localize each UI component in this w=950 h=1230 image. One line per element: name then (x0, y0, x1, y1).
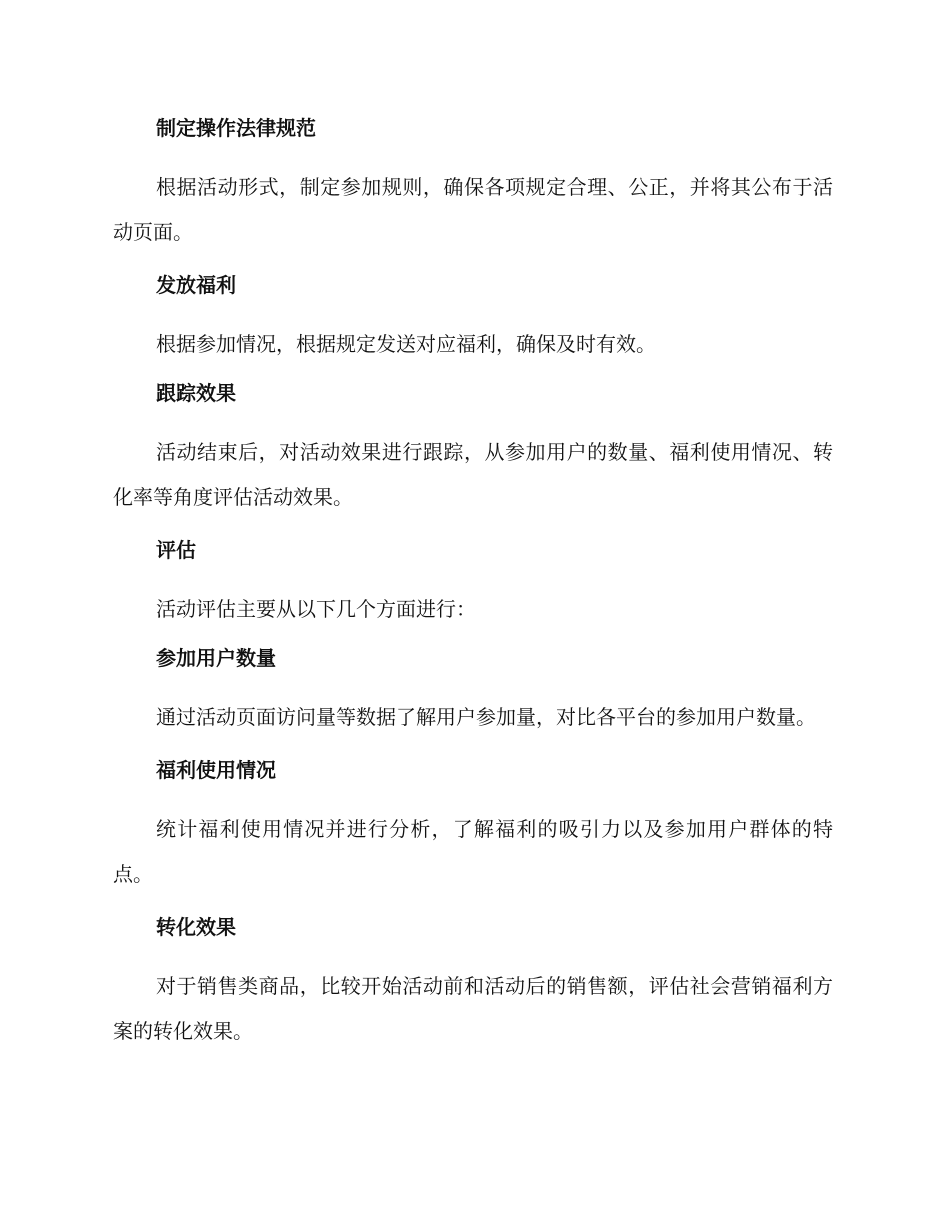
section-heading-distribute-benefits: 发放福利 (156, 273, 236, 297)
section-heading-benefit-usage: 福利使用情况 (156, 758, 276, 782)
section-heading-track-results: 跟踪效果 (156, 381, 236, 405)
document-page (113, 111, 833, 1067)
section-text-evaluation: 活动评估主要从以下几个方面进行： (156, 597, 476, 621)
section-heading-evaluation: 评估 (156, 538, 196, 562)
section-text-benefit-usage: 统计福利使用情况并进行分析，了解福利的吸引力以及参加用户群体的特点。 (113, 817, 833, 886)
section-text-conversion: 对于销售类商品，比较开始活动前和活动后的销售额，评估社会营销福利方案的转化效果。 (113, 974, 833, 1043)
section-text-distribute-benefits: 根据参加情况，根据规定发送对应福利，确保及时有效。 (156, 332, 656, 356)
section-text-track-results: 活动结束后，对活动效果进行跟踪，从参加用户的数量、福利使用情况、转化率等角度评估活动效果。 (113, 440, 833, 509)
section-text-legal-rules: 根据活动形式，制定参加规则，确保各项规定合理、公正，并将其公布于活动页面。 (113, 175, 833, 244)
section-text-participant-count: 通过活动页面访问量等数据了解用户参加量，对比各平台的参加用户数量。 (156, 705, 816, 729)
section-heading-conversion: 转化效果 (156, 915, 236, 939)
section-heading-participant-count: 参加用户数量 (156, 646, 276, 670)
section-heading-legal-rules: 制定操作法律规范 (156, 116, 316, 140)
